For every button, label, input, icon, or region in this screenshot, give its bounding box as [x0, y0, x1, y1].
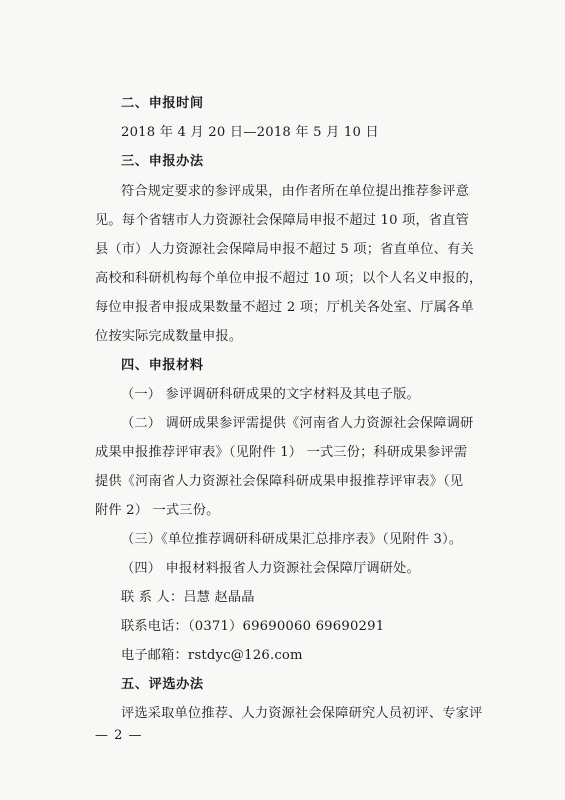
paragraph-line: 附件 2） 一式三份。	[95, 503, 220, 518]
application-period: 2018 年 4 月 20 日—2018 年 5 月 10 日	[121, 125, 379, 140]
section-heading-evaluation-method: 五、评选办法	[121, 677, 204, 692]
section-heading-application-time: 二、申报时间	[121, 96, 204, 111]
materials-item-1: （一） 参评调研科研成果的文字材料及其电子版。	[121, 387, 420, 402]
page-number: — 2 —	[95, 728, 143, 743]
contact-person: 联 系 人：吕慧 赵晶晶	[121, 590, 255, 605]
contact-email: 电子邮箱：rstdyc@126.com	[121, 648, 303, 663]
paragraph-line: 提供《河南省人力资源社会保障科研成果申报推荐评审表》（见	[95, 474, 464, 489]
materials-item-3: （三）《单位推荐调研科研成果汇总排序表》（见附件 3）。	[121, 532, 463, 547]
paragraph-line: 位按实际完成数量申报。	[95, 329, 243, 344]
paragraph-line: 成果申报推荐评审表》（见附件 1） 一式三份；科研成果参评需	[95, 445, 468, 460]
paragraph-line: 符合规定要求的参评成果，由作者所在单位提出推荐参评意	[121, 184, 470, 199]
paragraph-line: 见。每个省辖市人力资源社会保障局申报不超过 10 项，省直管	[95, 213, 470, 228]
materials-item-4: （四） 申报材料报省人力资源社会保障厅调研处。	[121, 561, 420, 576]
paragraph-line: 县（市）人力资源社会保障局申报不超过 5 项；省直单位、有关	[95, 242, 474, 257]
contact-phone: 联系电话：（0371）69690060 69690291	[121, 619, 385, 634]
paragraph-line: 每位申报者申报成果数量不超过 2 项；厅机关各处室、厅属各单	[95, 300, 474, 315]
section-heading-application-materials: 四、申报材料	[121, 358, 204, 373]
paragraph-line: 高校和科研机构每个单位申报不超过 10 项；以个人名义申报的，	[95, 271, 483, 286]
paragraph-line: 评选采取单位推荐、人力资源社会保障研究人员初评、专家评	[121, 706, 483, 721]
materials-item-2: （二） 调研成果参评需提供《河南省人力资源社会保障调研	[121, 416, 474, 431]
section-heading-application-method: 三、申报办法	[121, 154, 204, 169]
